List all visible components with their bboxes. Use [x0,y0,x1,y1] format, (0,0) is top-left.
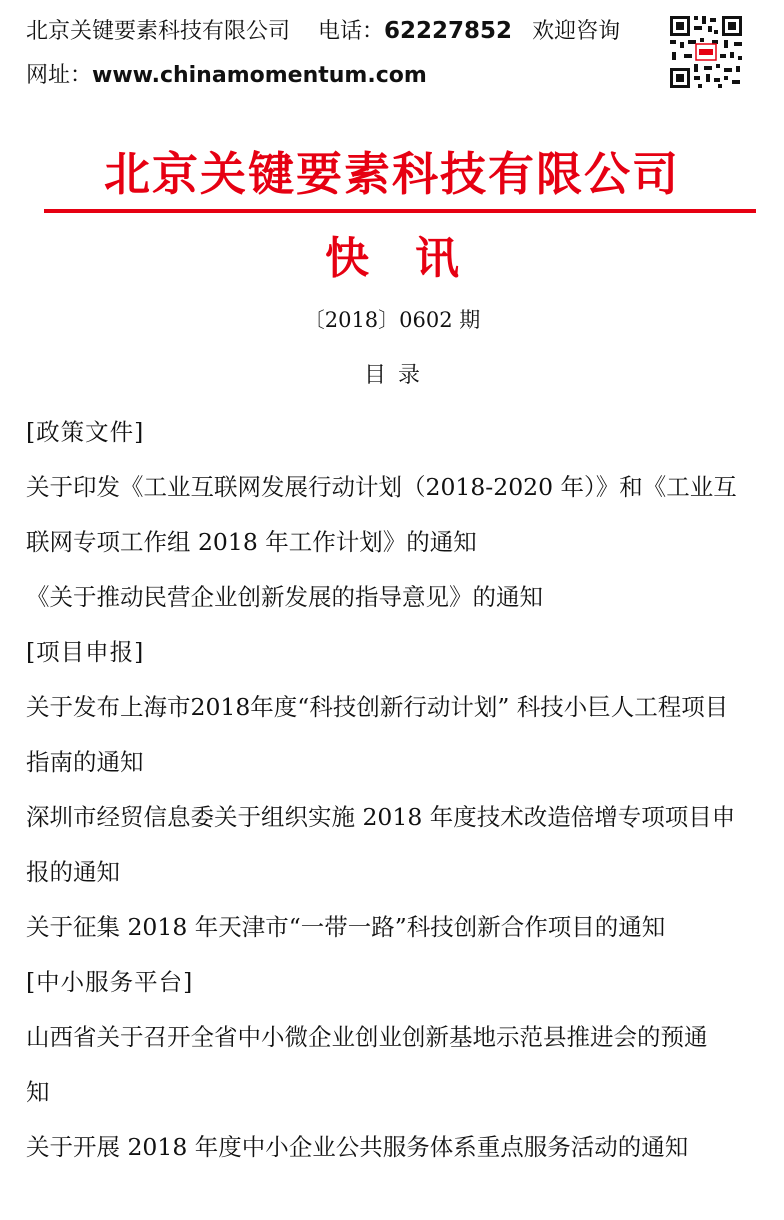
toc-item[interactable] [26,1010,761,1120]
toc-item-line: 知 [26,1078,50,1106]
toc-item[interactable] [26,790,761,900]
toc-item-line: 关于发布上海市2018年度“科技创新行动计划” 科技小巨人工程项目 [26,693,729,721]
toc-item-line: 《关于推动民营企业创新发展的指导意见》的通知 [26,583,543,611]
toc-item-line: 关于开展 2018 年度中小企业公共服务体系重点服务活动的通知 [26,1133,689,1161]
header-company-name: 北京关键要素科技有限公司 [26,19,291,44]
section-heading-projects: [项目申报] [26,638,145,666]
toc-item[interactable] [26,460,761,570]
toc-item-line: 山西省关于召开全省中小微企业创业创新基地示范县推进会的预通 [26,1023,708,1051]
toc-item[interactable] [26,900,761,955]
header-line-website [26,58,427,89]
consult-text: 欢迎咨询 [532,19,621,44]
qr-code-icon [668,14,744,90]
phone-label: 电话： [318,19,385,44]
toc-item-line: 指南的通知 [26,748,144,776]
toc-item-line: 关于印发《工业互联网发展行动计划（2018-2020 年）》和《工业互 [26,473,737,501]
table-of-contents [26,405,761,1175]
header-line-company [26,14,620,45]
toc-item[interactable] [26,1120,761,1175]
website-link[interactable]: www.chinamomentum.com [92,63,427,88]
toc-title: 目录 [363,363,432,388]
toc-item-line: 报的通知 [26,858,120,886]
phone-number[interactable]: 62227852 [384,18,513,44]
section-heading-sme-platform: [中小服务平台] [26,968,194,996]
company-title: 北京关键要素科技有限公司 [104,147,680,201]
red-divider [44,209,756,213]
toc-item[interactable] [26,680,761,790]
section-heading-policy: [政策文件] [26,418,145,446]
newsletter-title: 快讯 [325,233,505,284]
toc-item-line: 联网专项工作组 2018 年工作计划》的通知 [26,528,477,556]
issue-number: 〔2018〕0602 期 [303,308,481,332]
toc-item-line: 深圳市经贸信息委关于组织实施 2018 年度技术改造倍增专项项目申 [26,803,736,831]
website-label: 网址： [26,63,93,88]
toc-item-line: 关于征集 2018 年天津市“一带一路”科技创新合作项目的通知 [26,913,666,941]
toc-item[interactable] [26,570,761,625]
